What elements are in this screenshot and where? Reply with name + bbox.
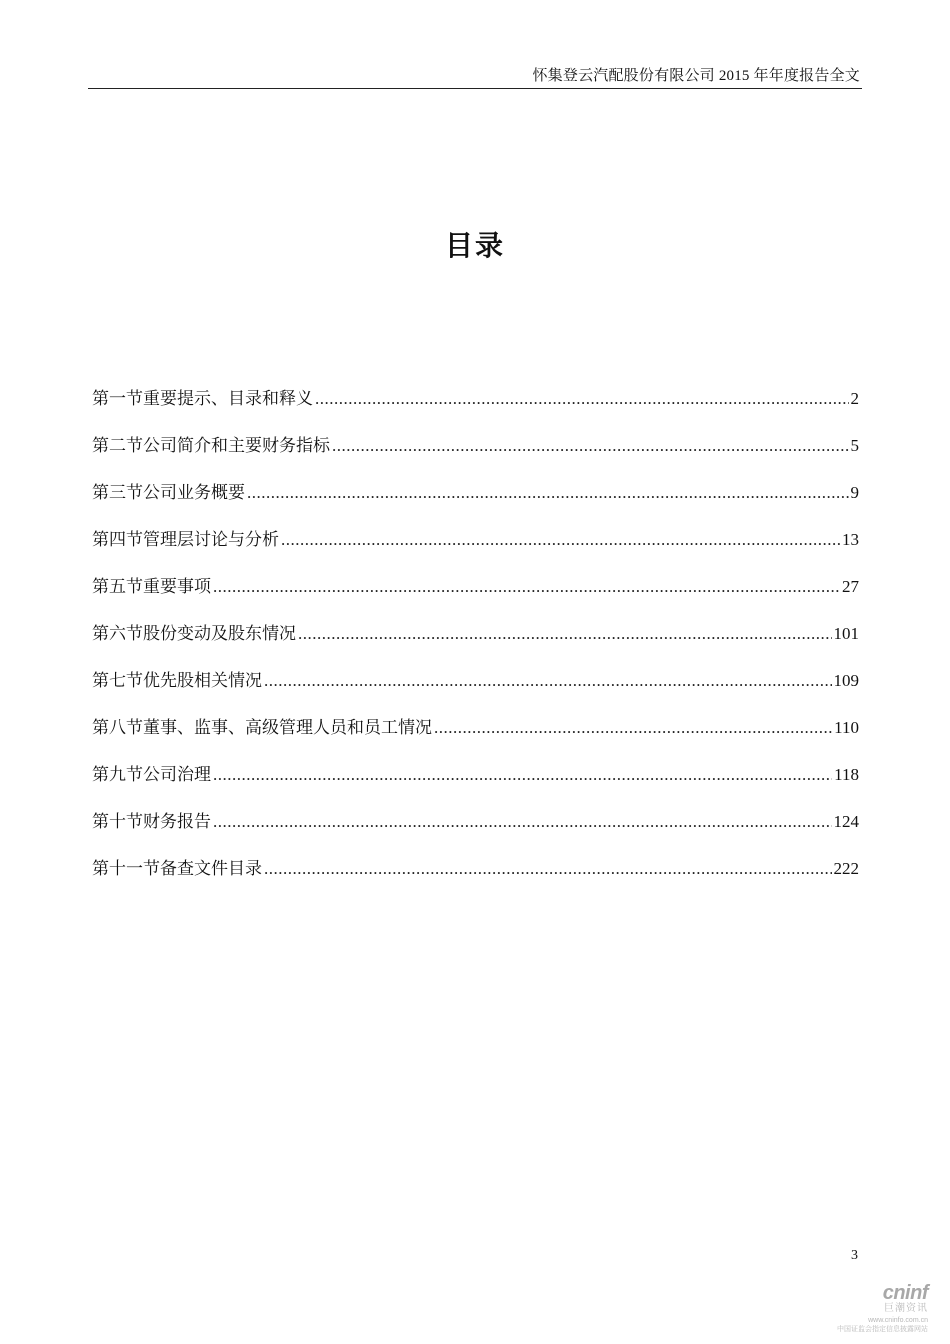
running-header: 怀集登云汽配股份有限公司 2015 年年度报告全文 [532,68,860,84]
toc-entry-page: 222 [833,859,859,878]
toc-entry-page: 5 [850,436,859,455]
toc-entry[interactable] [92,433,859,480]
toc-entry-page: 110 [834,718,859,737]
cninfo-tagline: 中国证监会指定信息披露网站 [837,1326,928,1333]
cninfo-watermark [818,1283,928,1333]
toc-entry-page: 9 [850,483,859,502]
dot-leader [213,762,832,788]
dot-leader [434,715,832,741]
toc-entry-label: 第十一节备查文件目录 [92,859,262,878]
toc-entry-label: 第十节财务报告 [92,812,211,831]
toc-entry-label: 第七节优先股相关情况 [92,671,262,690]
toc-entry[interactable] [92,621,859,668]
toc-entry-label: 第八节董事、监事、高级管理人员和员工情况 [92,718,432,737]
toc-entry-label: 第五节重要事项 [92,577,211,596]
dot-leader [213,574,840,600]
dot-leader [281,527,840,553]
toc-entry[interactable] [92,856,859,903]
toc-entry-page: 27 [842,577,859,596]
toc-list [92,386,859,903]
toc-title: 目录 [444,229,505,262]
toc-entry-page: 2 [850,389,859,408]
toc-entry[interactable] [92,715,859,762]
toc-entry-label: 第四节管理层讨论与分析 [92,530,279,549]
toc-entry-label: 第六节股份变动及股东情况 [92,624,296,643]
dot-leader [264,668,832,694]
cninfo-brand-name: 巨潮资讯 [884,1303,928,1314]
dot-leader [315,386,849,412]
toc-entry[interactable] [92,574,859,621]
header-divider [88,88,862,89]
toc-entry-page: 124 [833,812,859,831]
dot-leader [264,856,832,882]
toc-entry-page: 13 [842,530,859,549]
dot-leader [213,809,832,835]
dot-leader [298,621,832,647]
toc-entry[interactable] [92,480,859,527]
cninfo-url: www.cninfo.com.cn [868,1317,928,1324]
toc-entry[interactable] [92,386,859,433]
toc-entry-page: 118 [834,765,859,784]
toc-entry-label: 第三节公司业务概要 [92,483,245,502]
toc-entry-page: 109 [833,671,859,690]
toc-entry[interactable] [92,668,859,715]
toc-entry-label: 第一节重要提示、目录和释义 [92,389,313,408]
toc-entry[interactable] [92,762,859,809]
cninfo-logo: cninf [882,1282,928,1304]
toc-entry[interactable] [92,527,859,574]
dot-leader [247,480,849,506]
toc-entry-label: 第九节公司治理 [92,765,211,784]
toc-entry-label: 第二节公司简介和主要财务指标 [92,436,330,455]
dot-leader [332,433,849,459]
page-number: 3 [851,1248,858,1263]
toc-entry-page: 101 [833,624,859,643]
toc-entry[interactable] [92,809,859,856]
